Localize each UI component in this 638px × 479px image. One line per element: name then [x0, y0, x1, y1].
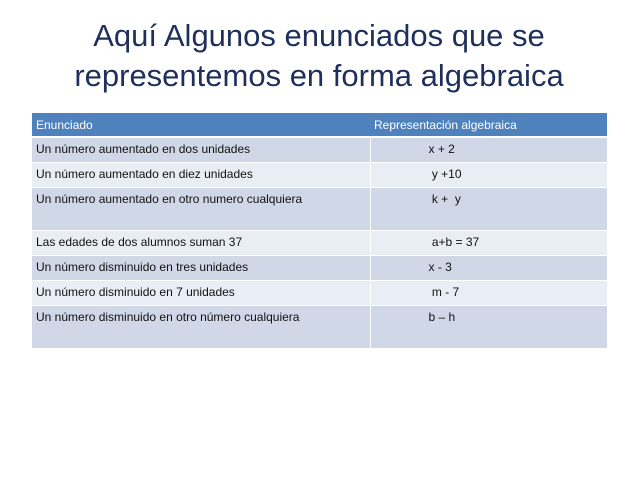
representacion-text: y +10: [428, 167, 462, 181]
slide-title: Aquí Algunos enunciados que se representemos en forma algebraica: [74, 18, 564, 93]
representacion-cell: [370, 281, 607, 306]
table-header-row: [32, 113, 607, 137]
representacion-cell: [370, 306, 607, 349]
representacion-cell: [370, 231, 607, 256]
algebra-table: [32, 113, 607, 349]
enunciado-cell: Las edades de dos alumnos suman 37: [32, 231, 370, 256]
representacion-text: k + y: [428, 192, 461, 206]
header-representacion: Representación algebraica: [370, 113, 607, 137]
representacion-cell: [370, 256, 607, 281]
table-row: [32, 256, 607, 281]
representacion-text: m - 7: [428, 285, 460, 299]
enunciado-cell: Un número disminuido en 7 unidades: [32, 281, 370, 306]
enunciado-cell: Un número aumentado en dos unidades: [32, 137, 370, 163]
table-row: [32, 306, 607, 349]
representacion-cell: [370, 163, 607, 188]
enunciado-cell: Un número aumentado en diez unidades: [32, 163, 370, 188]
table-row: [32, 188, 607, 231]
enunciado-cell: Un número aumentado en otro numero cualquiera: [32, 188, 370, 231]
representacion-text: x + 2: [428, 142, 455, 156]
representacion-text: x - 3: [428, 260, 452, 274]
header-enunciado: Enunciado: [32, 113, 370, 137]
representacion-cell: [370, 137, 607, 163]
table-row: [32, 231, 607, 256]
enunciado-cell: Un número disminuido en otro número cualquiera: [32, 306, 370, 349]
table-row: [32, 163, 607, 188]
representacion-cell: [370, 188, 607, 231]
table-row: [32, 137, 607, 163]
enunciado-cell: Un número disminuido en tres unidades: [32, 256, 370, 281]
representacion-text: a+b = 37: [428, 235, 480, 249]
representacion-text: b – h: [428, 310, 456, 324]
table-row: [32, 281, 607, 306]
